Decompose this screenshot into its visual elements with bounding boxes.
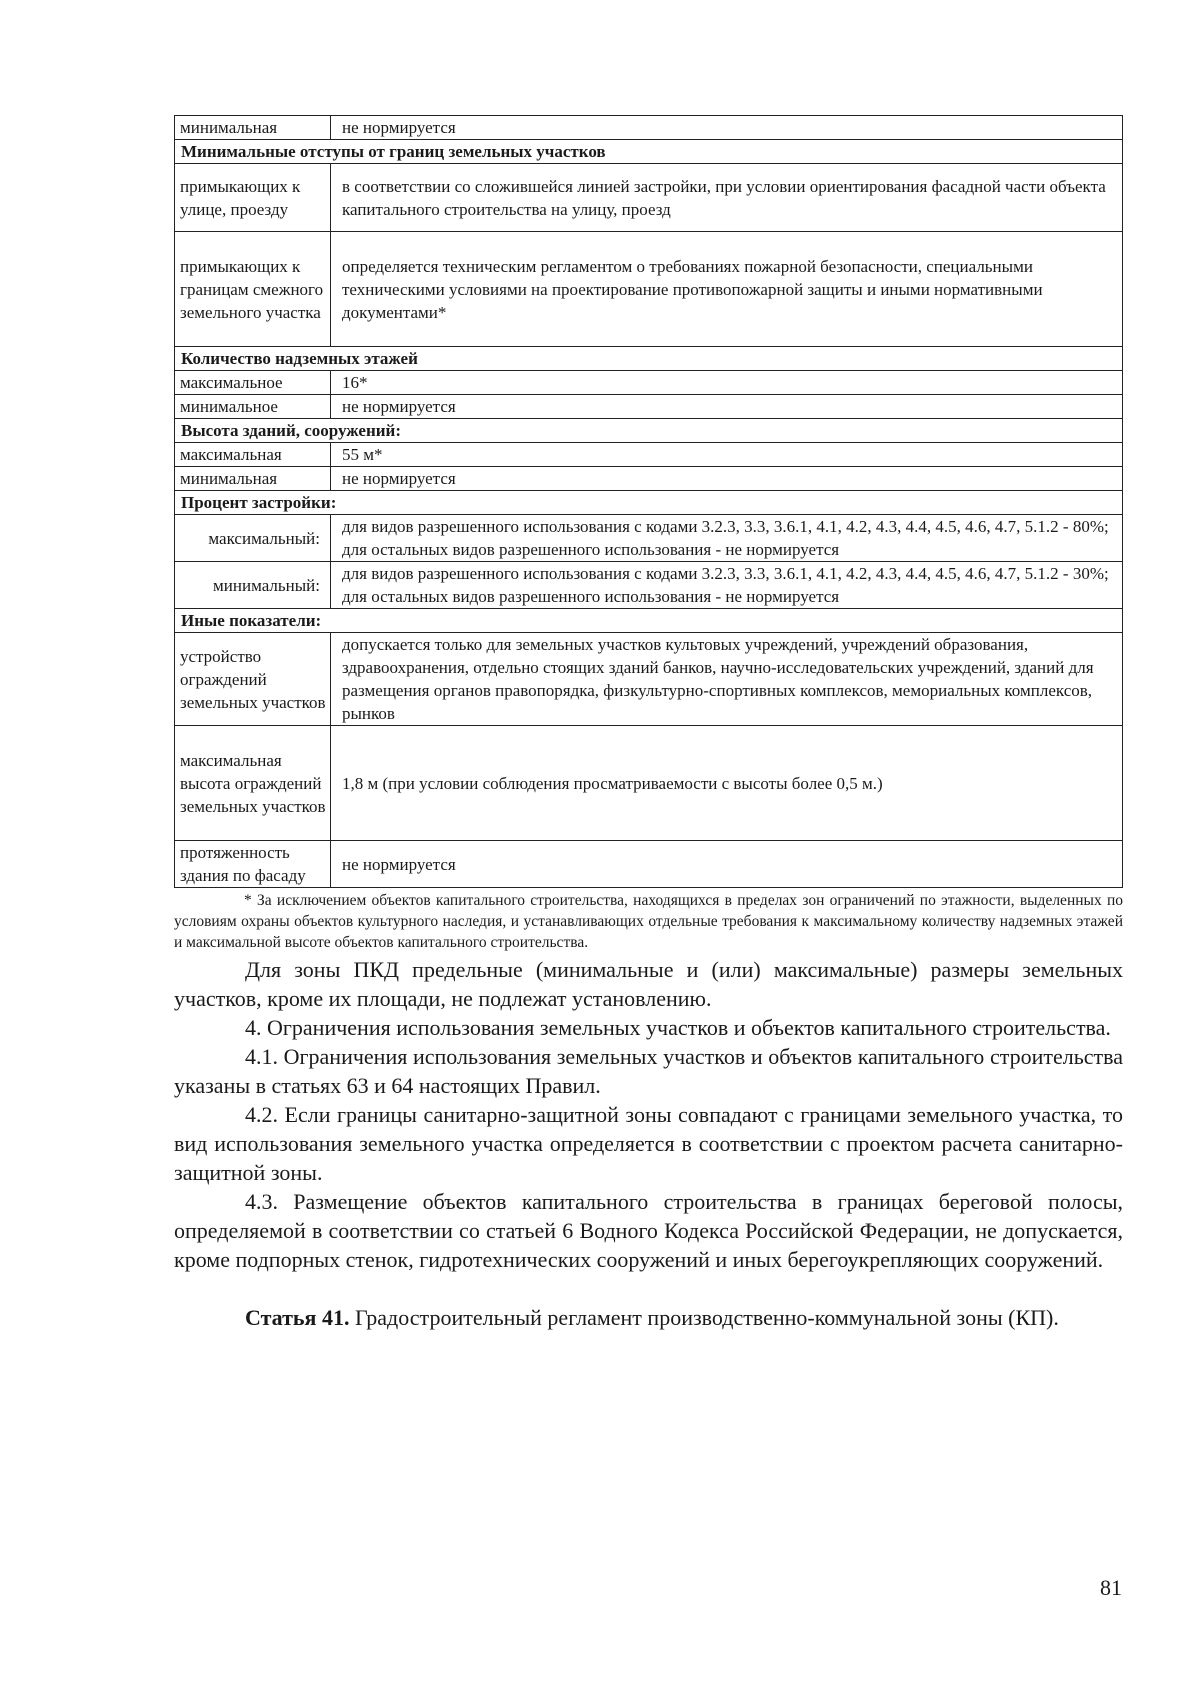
table-row	[175, 515, 1123, 562]
row-label: минимальный:	[175, 562, 331, 609]
table-row	[175, 467, 1123, 491]
row-value: 55 м*	[331, 443, 1123, 467]
article-title: Градостроительный регламент производственно-коммунальной зоны (КП).	[349, 1305, 1059, 1330]
table-row	[175, 371, 1123, 395]
section-header-row	[175, 419, 1123, 443]
paragraph: 4.3. Размещение объектов капитального строительства в границах береговой полосы, определяемой в соответствии со статьей 6 Водного Кодекса Российской Федерации, не допускается, кроме подпорных стенок, гидротехнических сооружений и иных берегоукрепляющих сооружений.	[174, 1189, 1123, 1272]
document-page	[174, 115, 1123, 1332]
article-label: Статья 41.	[245, 1305, 350, 1330]
section-header-row	[175, 609, 1123, 633]
row-label: минимальное	[175, 395, 331, 419]
row-value: не нормируется	[331, 841, 1123, 888]
row-value: 16*	[331, 371, 1123, 395]
paragraph: 4.2. Если границы санитарно-защитной зоны совпадают с границами земельного участка, то вид использования земельного участка определяется в соответствии с проектом расчета санитарно-защитной зоны.	[174, 1102, 1123, 1185]
table-row	[175, 562, 1123, 609]
table-row	[175, 443, 1123, 467]
footnote-text: * За исключением объектов капитального строительства, находящихся в пределах зон ограничений по этажности, выделенных по условиям охраны объектов культурного наследия, и устанавливающих отдельные требования к максимальному количеству надземных этажей и максимальной высоте объектов капитального строительства.	[174, 892, 1123, 951]
row-value	[331, 562, 1123, 609]
table-row	[175, 633, 1123, 726]
row-label: максимальная высота ограждений земельных участков	[175, 726, 331, 841]
row-value: не нормируется	[331, 116, 1123, 140]
row-label: минимальная	[175, 467, 331, 491]
table-row	[175, 395, 1123, 419]
table-row	[175, 726, 1123, 841]
article-heading	[174, 1303, 1123, 1332]
table-row	[175, 116, 1123, 140]
footnote	[174, 890, 1123, 953]
table-row	[175, 164, 1123, 232]
row-value	[331, 515, 1123, 562]
section-header-row	[175, 347, 1123, 371]
value-line: для остальных видов разрешенного использования - не нормируется	[342, 587, 840, 606]
value-line: для видов разрешенного использования с кодами 3.2.3, 3.3, 3.6.1, 4.1, 4.2, 4.3, 4.4, 4.5, 4.6, 4.7, 5.1.2 - 30%;	[342, 564, 1109, 583]
regulation-table	[174, 115, 1123, 888]
row-value: допускается только для земельных участков культовых учреждений, учреждений образования, здравоохранения, отдельно стоящих зданий банков, научно-исследовательских учреждений, зданий для размещения органов правопорядка, физкультурно-спортивных комплексов, мемориальных комплексов, рынков	[331, 633, 1123, 726]
row-label: минимальная	[175, 116, 331, 140]
page-number: 81	[1100, 1575, 1122, 1600]
section-header-row	[175, 491, 1123, 515]
value-line: для видов разрешенного использования с кодами 3.2.3, 3.3, 3.6.1, 4.1, 4.2, 4.3, 4.4, 4.5, 4.6, 4.7, 5.1.2 - 80%;	[342, 517, 1109, 536]
row-value: в соответствии со сложившейся линией застройки, при условии ориентирования фасадной части объекта капитального строительства на улицу, проезд	[331, 164, 1123, 232]
row-label: максимальное	[175, 371, 331, 395]
paragraph: Для зоны ПКД предельные (минимальные и (или) максимальные) размеры земельных участков, кроме их площади, не подлежат установлению.	[174, 957, 1123, 1011]
row-label: устройство ограждений земельных участков	[175, 633, 331, 726]
paragraph: 4.1. Ограничения использования земельных участков и объектов капитального строительства указаны в статьях 63 и 64 настоящих Правил.	[174, 1044, 1123, 1098]
section-header: Высота зданий, сооружений:	[175, 419, 1123, 443]
table-row	[175, 232, 1123, 347]
body-text	[174, 955, 1123, 1332]
row-label: примыкающих к улице, проезду	[175, 164, 331, 232]
row-value: определяется техническим регламентом о требованиях пожарной безопасности, специальными техническими условиями на проектирование противопожарной защиты и иными нормативными документами*	[331, 232, 1123, 347]
section-header: Процент застройки:	[175, 491, 1123, 515]
row-label: максимальный:	[175, 515, 331, 562]
row-value: 1,8 м (при условии соблюдения просматриваемости с высоты более 0,5 м.)	[331, 726, 1123, 841]
section-header-row	[175, 140, 1123, 164]
row-label: примыкающих к границам смежного земельного участка	[175, 232, 331, 347]
section-header: Количество надземных этажей	[175, 347, 1123, 371]
table-row	[175, 841, 1123, 888]
row-value: не нормируется	[331, 467, 1123, 491]
row-label: максимальная	[175, 443, 331, 467]
row-label: протяженность здания по фасаду	[175, 841, 331, 888]
row-value: не нормируется	[331, 395, 1123, 419]
paragraph: 4. Ограничения использования земельных участков и объектов капитального строительства.	[245, 1015, 1111, 1040]
section-header: Иные показатели:	[175, 609, 1123, 633]
section-header: Минимальные отступы от границ земельных участков	[175, 140, 1123, 164]
value-line: для остальных видов разрешенного использования - не нормируется	[342, 540, 840, 559]
